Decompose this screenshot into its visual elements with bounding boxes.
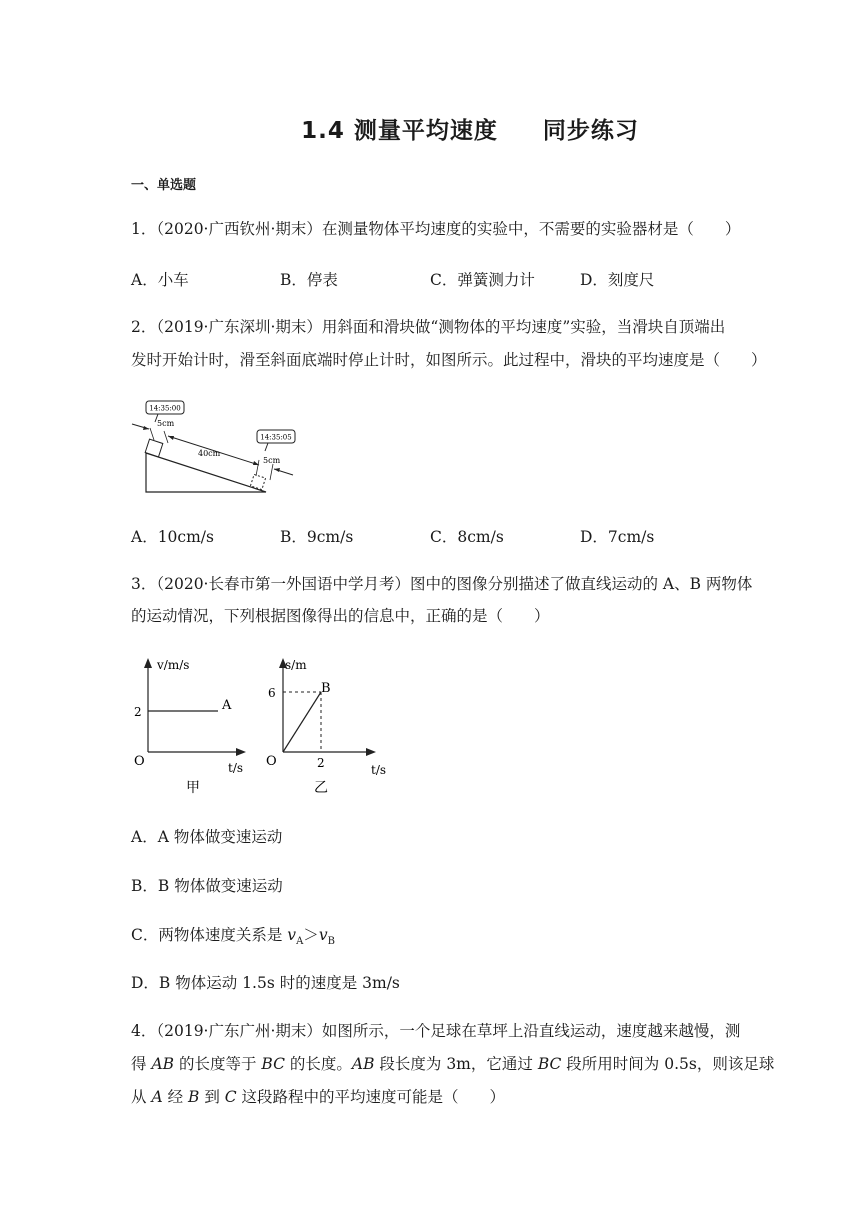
- clock-start-label: 14:35:00: [149, 404, 181, 413]
- q1-option-a: A．小车: [131, 271, 189, 289]
- graph-b-xlabel: t/s: [371, 763, 387, 777]
- graph-b-x-tick: 2: [317, 756, 325, 770]
- q2-option-c: C．8cm/s: [430, 528, 504, 546]
- question-3-line-1: 3．（2020·长春市第一外国语中学月考）图中的图像分别描述了做直线运动的 A、B 两物体: [131, 575, 753, 593]
- question-4-line-1: 4．（2019·广东广州·期末）如图所示，一个足球在草坪上沿直线运动，速度越来越慢，测: [131, 1022, 741, 1040]
- subscript-b: B: [327, 936, 335, 948]
- section-heading: 一、单选题: [131, 178, 197, 193]
- velocity-symbol-b: v: [318, 926, 328, 944]
- q2-option-a: A．10cm/s: [131, 528, 214, 546]
- velocity-symbol-a: v: [287, 926, 297, 944]
- q4-l2-c: 的长度。: [284, 1055, 352, 1073]
- graph-a-xlabel: t/s: [228, 761, 244, 775]
- middle-length: 40cm: [198, 449, 221, 458]
- graph-b-caption: 乙: [314, 780, 328, 796]
- graph-a-origin: O: [134, 754, 145, 769]
- question-4-line-3: [131, 1087, 505, 1107]
- q3-option-a: A．A 物体做变速运动: [131, 828, 283, 846]
- q1-option-d: D．刻度尺: [580, 271, 655, 289]
- segment-ab: AB: [151, 1055, 175, 1073]
- point-b: B: [188, 1088, 200, 1106]
- q3-option-c-text: C．两物体速度关系是: [131, 926, 288, 944]
- q4-l2-d: 段长度为 3m，它通过: [374, 1055, 538, 1073]
- question-3-line-2: 的运动情况，下列根据图像得出的信息中，正确的是（ ）: [131, 607, 550, 625]
- graph-b-point-label: B: [321, 681, 331, 696]
- incline-figure: [128, 396, 303, 496]
- graph-b-origin: O: [266, 754, 277, 769]
- question-4-line-2: [131, 1054, 774, 1074]
- graph-a-caption: 甲: [186, 780, 200, 796]
- motion-graphs-figure: [128, 652, 393, 797]
- question-2-line-2: 发时开始计时，滑至斜面底端时停止计时，如图所示。此过程中，滑块的平均速度是（ ）: [131, 351, 767, 369]
- q4-l2-e: 段所用时间为 0.5s，则该足球: [561, 1055, 775, 1073]
- point-a: A: [151, 1088, 163, 1106]
- q4-l3-b: 经: [162, 1088, 188, 1106]
- subscript-a: A: [296, 936, 304, 948]
- question-2-line-1: 2．（2019·广东深圳·期末）用斜面和滑块做“测物体的平均速度”实验，当滑块自顶端出: [131, 318, 726, 336]
- q3-option-d: D．B 物体运动 1.5s 时的速度是 3m/s: [131, 974, 400, 992]
- top-block-length: 5cm: [157, 419, 175, 428]
- graph-a-line-label: A: [222, 698, 232, 713]
- q4-l2-b: 的长度等于: [174, 1055, 262, 1073]
- segment-bc: BC: [261, 1055, 285, 1073]
- page-title: 1.4 测量平均速度 同步练习: [301, 118, 639, 144]
- question-1-text: 1．（2020·广西钦州·期末）在测量物体平均速度的实验中，不需要的实验器材是（ ）: [131, 220, 741, 238]
- graph-b-y-tick: 6: [268, 686, 276, 700]
- q4-l3-d: 这段路程中的平均速度可能是（ ）: [236, 1088, 506, 1106]
- q4-l3-c: 到: [199, 1088, 225, 1106]
- q1-option-c: C．弹簧测力计: [430, 271, 535, 289]
- q2-option-d: D．7cm/s: [580, 528, 655, 546]
- bottom-block-length: 5cm: [263, 456, 281, 465]
- greater-than-sign: ＞: [303, 926, 319, 944]
- q4-l3-a: 从: [131, 1088, 152, 1106]
- segment-ab-2: AB: [351, 1055, 375, 1073]
- graph-a: [134, 658, 246, 796]
- q2-option-b: B．9cm/s: [280, 528, 354, 546]
- clock-end-label: 14:35:05: [260, 433, 292, 442]
- q4-l2-a: 得: [131, 1055, 152, 1073]
- q3-option-c: [131, 925, 335, 952]
- graph-b: [266, 658, 386, 796]
- q1-option-b: B．停表: [280, 271, 338, 289]
- point-c: C: [224, 1088, 237, 1106]
- graph-a-y-tick: 2: [134, 705, 142, 719]
- graph-b-ylabel: s/m: [285, 658, 307, 672]
- segment-bc-2: BC: [537, 1055, 562, 1073]
- graph-a-ylabel: v/m/s: [157, 658, 190, 672]
- q3-option-b: B．B 物体做变速运动: [131, 877, 283, 895]
